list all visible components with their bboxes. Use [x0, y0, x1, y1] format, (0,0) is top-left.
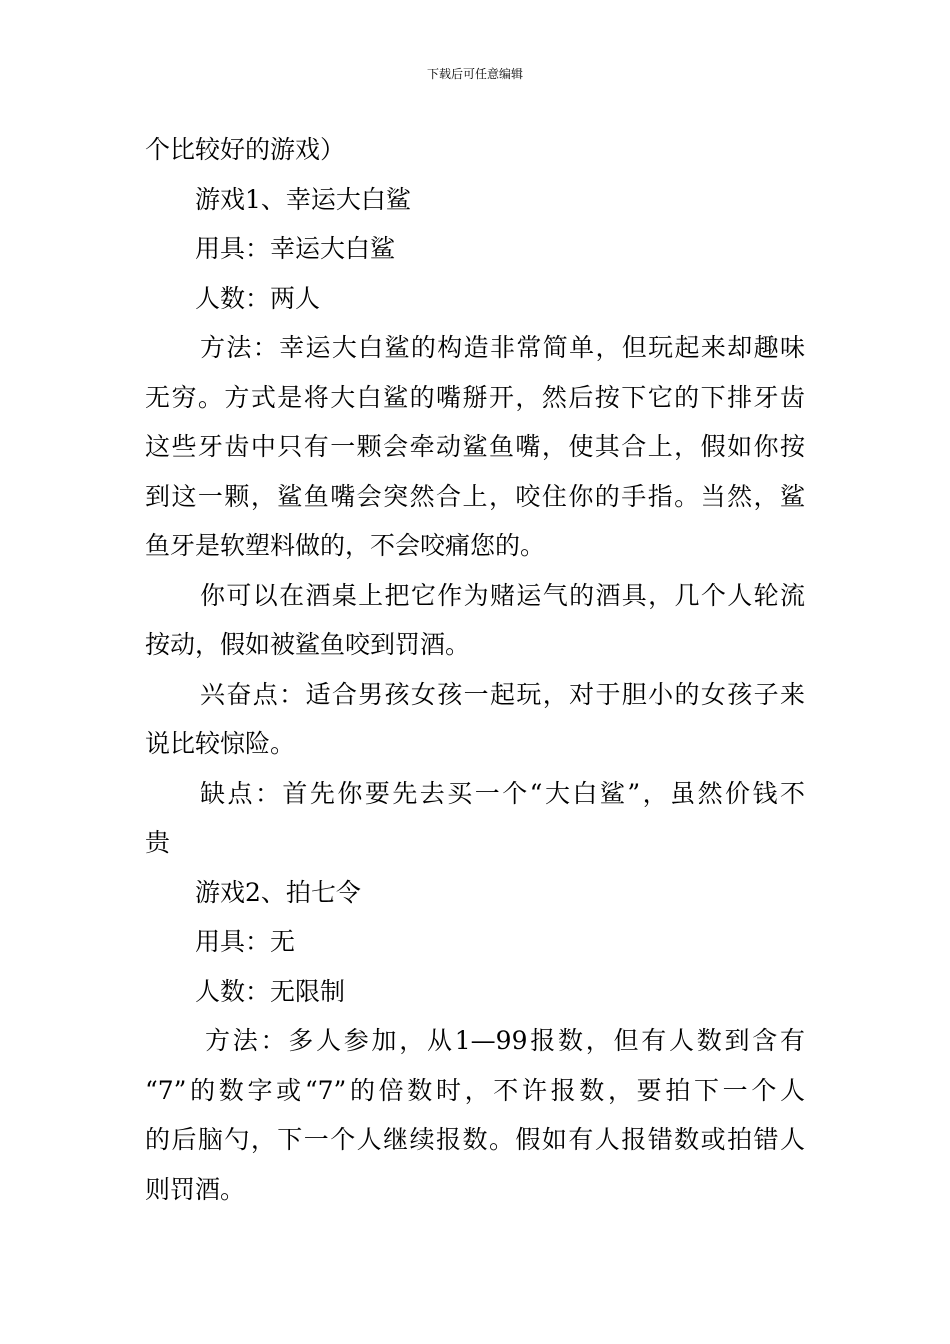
text-line: 鱼牙是软塑料做的，不会咬痛您的。 [145, 531, 546, 560]
text-line: 缺点：首先你要先去买一个“大白鲨”，虽然价钱不 [200, 778, 805, 808]
text-line: 兴奋点：适合男孩女孩一起玩，对于胆小的女孩子来 [200, 679, 805, 709]
text-line: 贵 [145, 828, 171, 857]
text-line: 方法：多人参加，从1—99报数，但有人数到含有 [205, 1026, 805, 1055]
text-line: 则罚酒。 [145, 1174, 246, 1204]
text-line: 用具：幸运大白鲨 [195, 234, 396, 263]
text-line: 人数：无限制 [195, 976, 346, 1006]
text-line: 说比较惊险。 [145, 729, 296, 758]
text-line: 无穷。方式是将大白鲨的嘴掰开，然后按下它的下排牙齿 [145, 382, 805, 412]
section-heading: 游戏2、拍七令 [195, 877, 361, 907]
text-line: 方法：幸运大白鲨的构造非常简单，但玩起来却趣味 [200, 333, 805, 362]
section-heading: 游戏1、幸运大白鲨 [195, 184, 411, 214]
text-line: 个比较好的游戏） [145, 135, 346, 164]
text-line: “7”的数字或“7”的倍数时，不许报数，要拍下一个人 [145, 1075, 805, 1105]
text-line: 人数：两人 [195, 283, 321, 313]
text-line: 你可以在酒桌上把它作为赌运气的酒具，几个人轮流 [200, 580, 805, 610]
page-header: 下载后可任意编辑 [426, 67, 523, 81]
text-line: 这些牙齿中只有一颗会牵动鲨鱼嘴，使其合上，假如你按 [145, 432, 805, 461]
text-line: 按动，假如被鲨鱼咬到罚酒。 [145, 630, 471, 659]
text-line: 用具：无 [195, 927, 296, 956]
document-body [145, 125, 805, 1214]
text-line: 的后脑勺，下一个人继续报数。假如有人报错数或拍错人 [145, 1125, 805, 1154]
text-line: 到这一颗，鲨鱼嘴会突然合上，咬住你的手指。当然，鲨 [145, 481, 805, 511]
